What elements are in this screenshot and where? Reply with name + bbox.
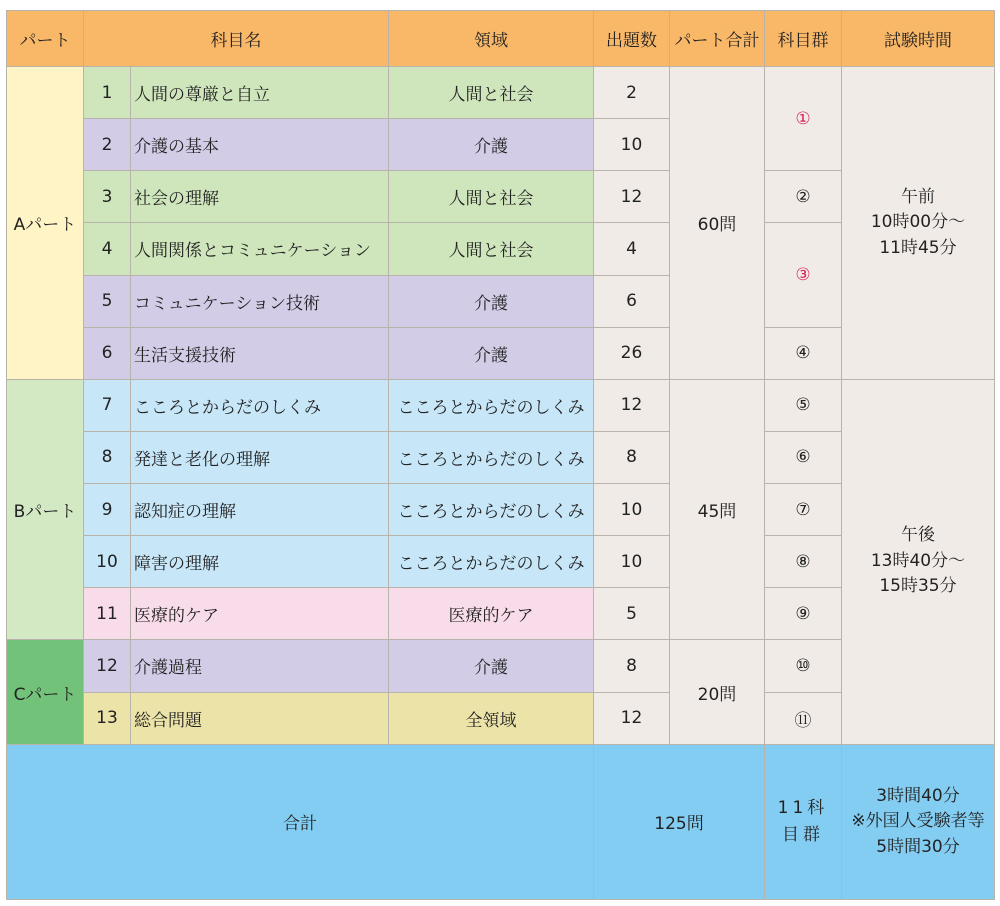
subject-name: 介護の基本 [131,119,389,171]
subject-area: 介護 [389,119,594,171]
part-c-label: Cパート [7,640,84,744]
header-area: 領域 [389,11,594,67]
subject-group: ⑨ [765,588,842,640]
row-number: 3 [84,171,131,223]
subject-area: こころとからだのしくみ [389,484,594,536]
subject-group: ⑧ [765,536,842,588]
morning-label: 午前 [901,186,935,207]
subject-area: 人間と社会 [389,171,594,223]
question-count: 12 [594,379,670,431]
subject-area: 医療的ケア [389,588,594,640]
subject-area: 人間と社会 [389,223,594,275]
subject-area: こころとからだのしくみ [389,536,594,588]
table-row [7,379,995,431]
afternoon-end: 15時35分 [879,576,957,597]
row-number: 5 [84,275,131,327]
total-time-standard: 3時間40分 [876,785,960,806]
subject-name: こころとからだのしくみ [131,379,389,431]
afternoon-label: 午後 [901,525,935,546]
subject-name: 人間の尊厳と自立 [131,67,389,119]
row-number: 11 [84,588,131,640]
subject-name: 医療的ケア [131,588,389,640]
row-number: 13 [84,692,131,744]
row-number: 8 [84,431,131,483]
header-group: 科目群 [765,11,842,67]
subject-group: ① [765,67,842,171]
row-number: 10 [84,536,131,588]
subject-area: 人間と社会 [389,67,594,119]
subject-group: ⑪ [765,692,842,744]
subject-group: ⑥ [765,431,842,483]
subject-name: 人間関係とコミュニケーション [131,223,389,275]
part-a-total: 60問 [670,67,765,380]
subject-name: 生活支援技術 [131,327,389,379]
subject-group: ③ [765,223,842,327]
question-count: 10 [594,536,670,588]
total-time-extended: 5時間30分 [876,836,960,857]
total-questions: 125問 [594,744,765,899]
afternoon-start: 13時40分～ [870,550,966,571]
row-number: 1 [84,67,131,119]
header-subject: 科目名 [84,11,389,67]
subject-area: 介護 [389,640,594,692]
morning-time [842,67,995,380]
part-b-total: 45問 [670,379,765,640]
row-number: 9 [84,484,131,536]
header-part-total: パート合計 [670,11,765,67]
total-time-note: ※外国人受験者等 [851,811,985,832]
subject-area: こころとからだのしくみ [389,431,594,483]
row-number: 12 [84,640,131,692]
subject-name: 社会の理解 [131,171,389,223]
question-count: 8 [594,431,670,483]
subject-name: 認知症の理解 [131,484,389,536]
subject-area: 介護 [389,327,594,379]
subject-group: ② [765,171,842,223]
question-count: 10 [594,119,670,171]
header-count: 出題数 [594,11,670,67]
subject-group: ⑦ [765,484,842,536]
subject-group: ⑩ [765,640,842,692]
total-label: 合計 [7,744,594,899]
question-count: 2 [594,67,670,119]
question-count: 5 [594,588,670,640]
header-row [7,11,995,67]
exam-subjects-table [6,10,995,900]
question-count: 6 [594,275,670,327]
question-count: 8 [594,640,670,692]
row-number: 2 [84,119,131,171]
afternoon-time [842,379,995,744]
header-time: 試験時間 [842,11,995,67]
question-count: 4 [594,223,670,275]
subject-name: 総合問題 [131,692,389,744]
header-part: パート [7,11,84,67]
subject-area: 全領域 [389,692,594,744]
subject-group: ⑤ [765,379,842,431]
total-row [7,744,995,899]
subject-name: 発達と老化の理解 [131,431,389,483]
part-c-total: 20問 [670,640,765,744]
row-number: 7 [84,379,131,431]
part-b-label: Bパート [7,379,84,640]
question-count: 26 [594,327,670,379]
subject-name: 介護過程 [131,640,389,692]
subject-group: ④ [765,327,842,379]
row-number: 6 [84,327,131,379]
total-time [842,744,995,899]
total-groups: 11科目群 [765,744,842,899]
subject-area: 介護 [389,275,594,327]
morning-start: 10時00分～ [870,212,966,233]
row-number: 4 [84,223,131,275]
subject-name: コミュニケーション技術 [131,275,389,327]
subject-name: 障害の理解 [131,536,389,588]
question-count: 12 [594,692,670,744]
table-row [7,67,995,119]
question-count: 10 [594,484,670,536]
morning-end: 11時45分 [879,237,957,258]
subject-area: こころとからだのしくみ [389,379,594,431]
part-a-label: Aパート [7,67,84,380]
question-count: 12 [594,171,670,223]
